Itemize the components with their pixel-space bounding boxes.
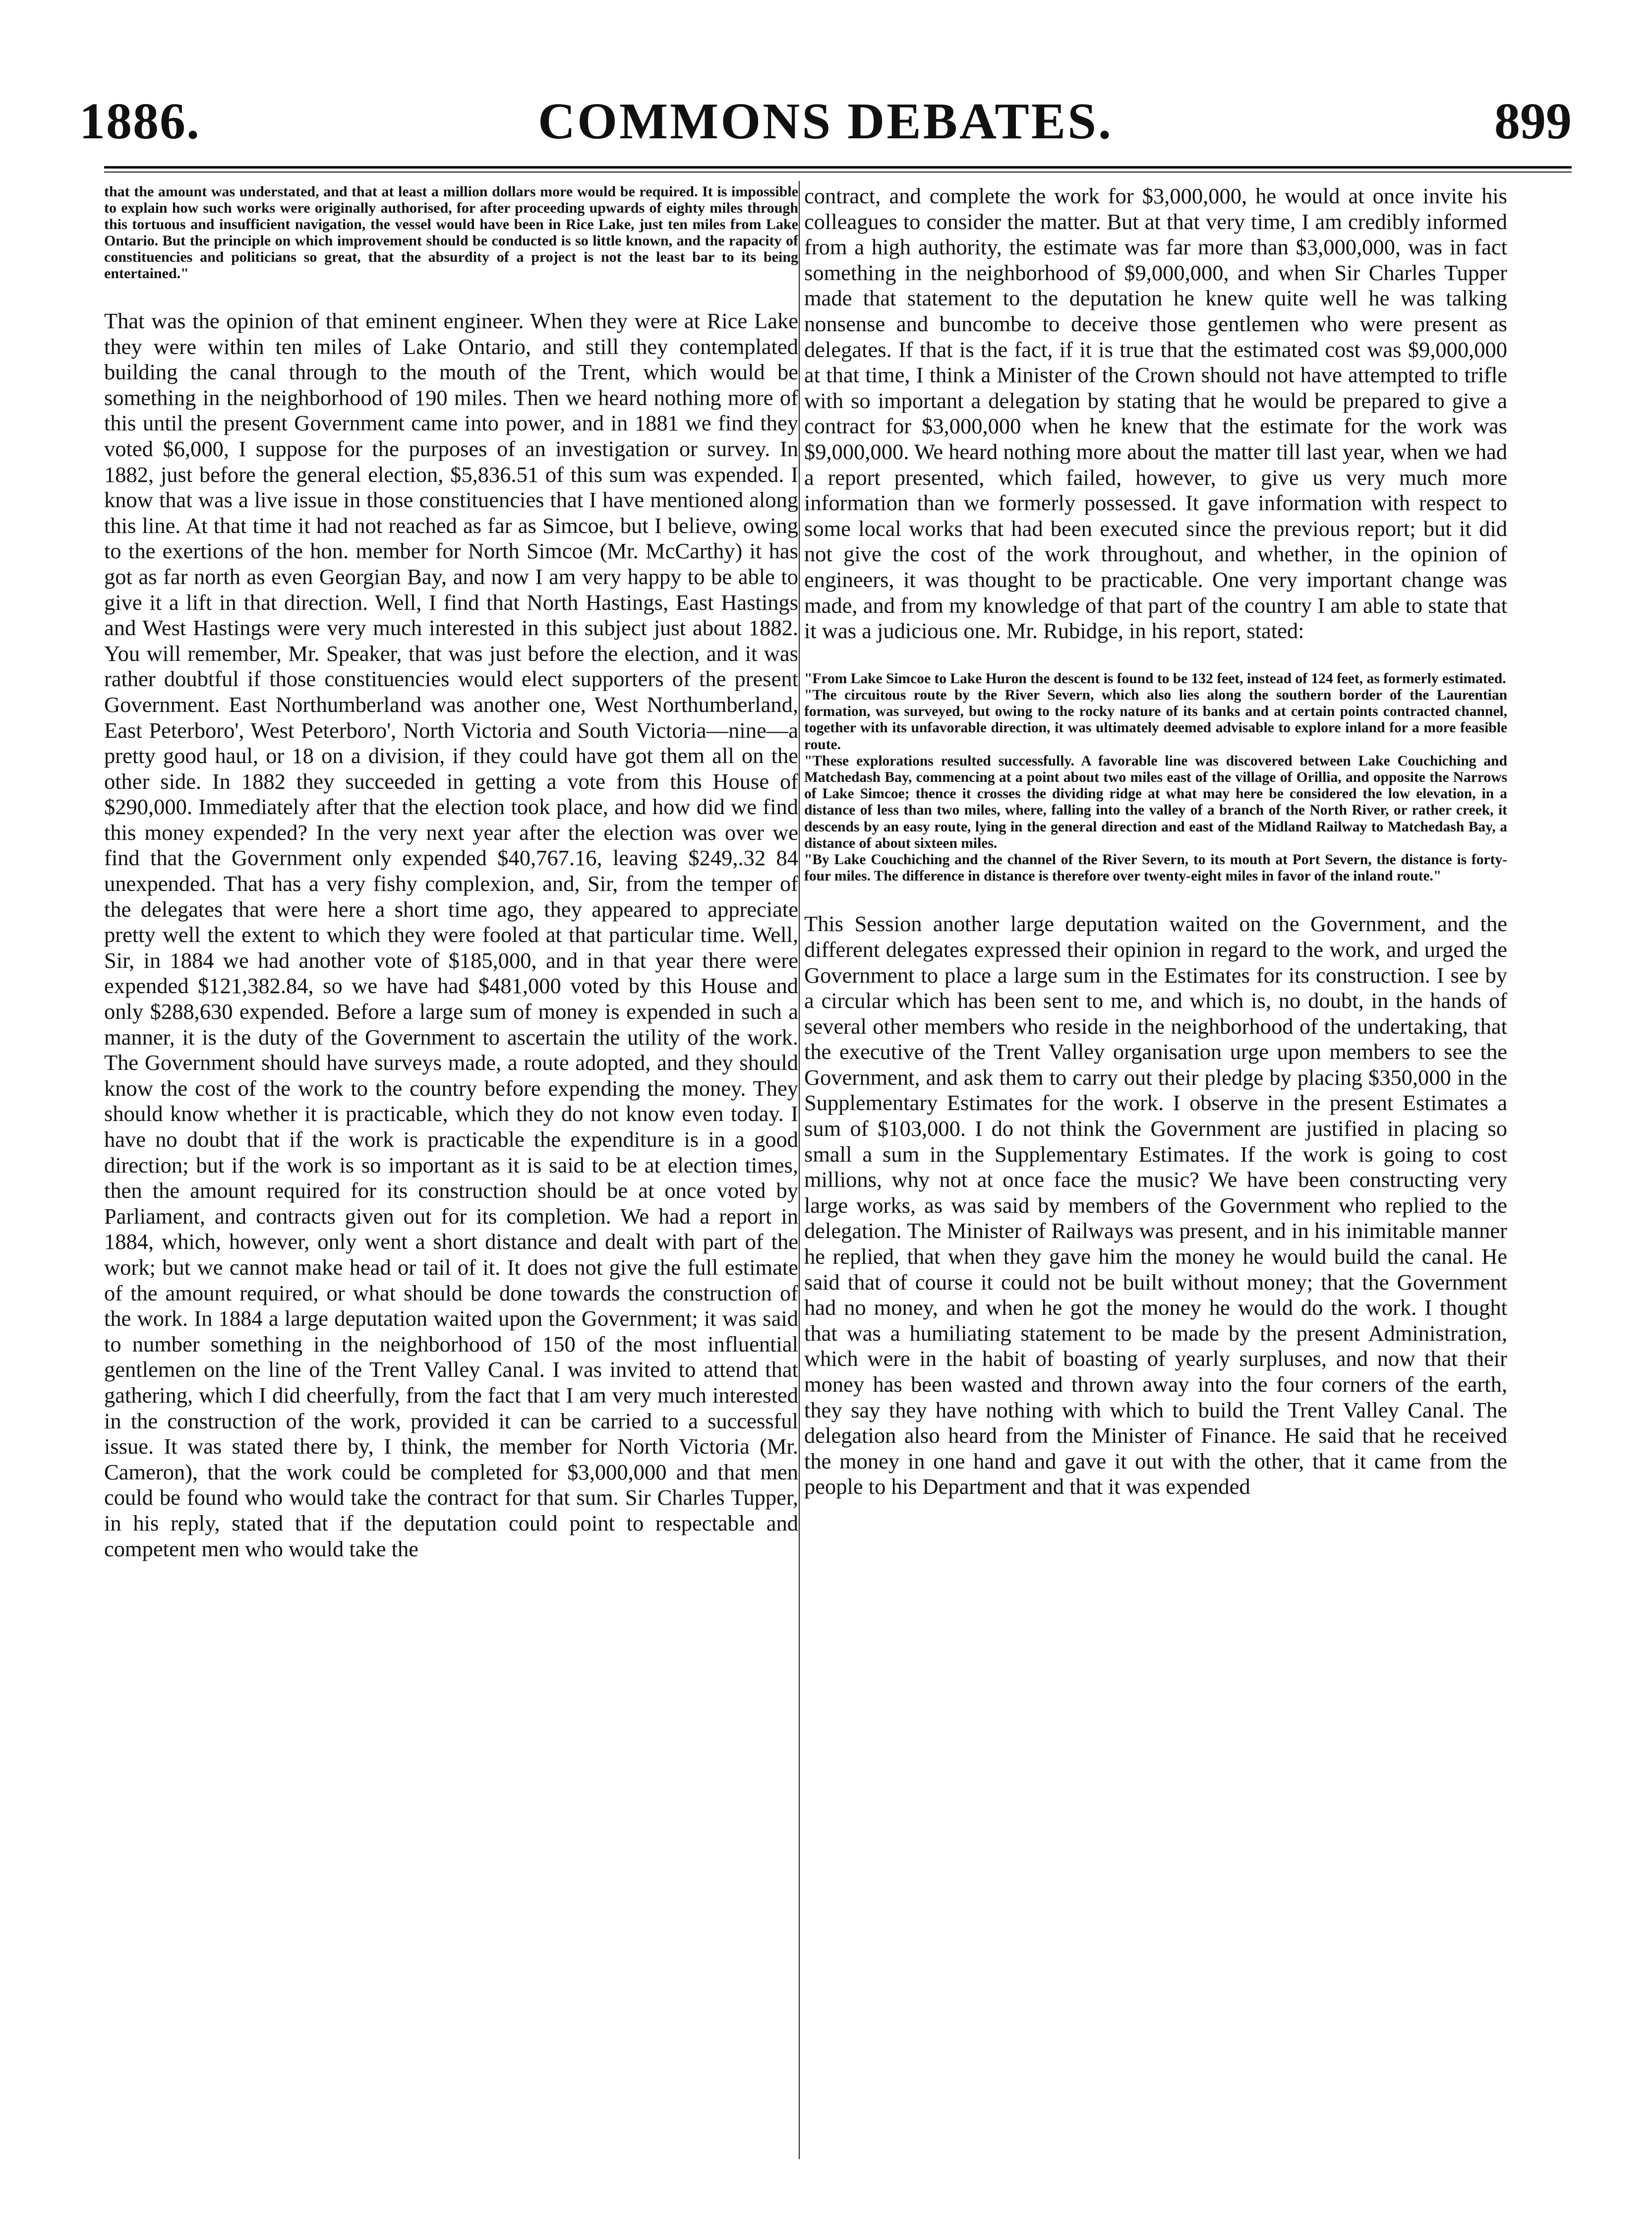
- page-header: [79, 87, 1572, 161]
- report-quote-2: "The circuitous route by the River Severn, which also lies along the southern border of the Laurentian formation, was surveyed, but owing to the rocky nature of its banks and at certain points contracted channel, together with its unfavorable direction, it was ultimately deemed advisable to explore inland for a more feasible route.: [804, 687, 1507, 753]
- left-paragraph: That was the opinion of that eminent engineer. When they were at Rice Lake they were within ten miles of Lake Ontario, and still they contemplated building the canal through to the mouth of the Trent, which would be something in the neighborhood of 190 miles. Then we heard nothing more of this until the present Government came into power, and in 1881 we find they voted $6,000, I suppose for the purposes of an investigation or survey. In 1882, just before the general election, $5,836.51 of this sum was expended. I know that was a live issue in those constituencies that I have mentioned along this line. At that time it had not reached as far as Simcoe, but I believe, owing to the exertions of the hon. member for North Simcoe (Mr. McCarthy) it has got as far north as even Georgian Bay, and now I am very happy to be able to give it a lift in that direction. Well, I find that North Hastings, East Hastings and West Hastings were very much interested in this subject just about 1882. You will remember, Mr. Speaker, that was just before the election, and it was rather doubtful if those constituencies would elect supporters of the present Government. East Northumberland was another one, West Northumberland, East Peterboro', West Peterboro', North Victoria and South Victoria—nine—a pretty good haul, or 18 on a division, if they could have got them all on the other side. In 1882 they succeeded in getting a vote from this House of $290,000. Immediately after that the election took place, and how did we find this money expended? In the very next year after the election was over we find that the Government only expended $40,767.16, leaving $249,.32 84 unexpended. That has a very fishy complexion, and, Sir, from the temper of the delegates that were here a short time ago, they appeared to appreciate pretty well the extent to which they were fooled at that particular time. Well, Sir, in 1884 we had another vote of $185,000, and in that year there were expended $121,382.84, so we have had $481,000 voted by this House and only $288,630 expended. Before a large sum of money is expended in such a manner, it is the duty of the Government to ascertain the utility of the work. The Government should have surveys made, a route adopted, and they should know the cost of the work to the country before expending the money. They should know whether it is practicable, which they do not know even today. I have no doubt that if the work is practicable the expenditure is in a good direction; but if the work is so important as it is said to be at election times, then the amount required for its construction should be at once voted by Parliament, and contracts given out for its completion. We had a report in 1884, which, however, only went a short distance and dealt with part of the work; but we cannot make head or tail of it. It does not give the full estimate of the amount required, or what should be done towards the construction of the work. In 1884 a large deputation waited upon the Government; it was said to number something in the neighborhood of 150 of the most influential gentlemen on the line of the Trent Valley Canal. I was invited to attend that gathering, which I did cheerfully, from the fact that I am very much interested in the construction of the work, provided it can be carried to a successful issue. It was stated there by, I think, the member for North Victoria (Mr. Cameron), that the work could be completed for $3,000,000 and that men could be found who would take the contract for that sum. Sir Charles Tupper, in his reply, stated that if the deputation could point to respectable and competent men who would take the: [104, 308, 798, 1561]
- right-column: [804, 183, 1507, 2167]
- header-title: COMMONS DEBATES.: [538, 93, 1113, 150]
- left-quote: that the amount was understated, and that at least a million dollars more would be required. It is impossible to explain how such works were originally authorised, for after proceeding upwards of eighty miles through this tortuous and insufficient navigation, the vessel would have been in Rice Lake, just ten miles from Lake Ontario. But the principle on which improvement should be conducted is so little known, and the rapacity of constituencies and politicians so great, that the absurdity of a project is not the least bar to its being entertained.": [104, 183, 798, 282]
- report-quote-4: "By Lake Couchiching and the channel of the River Severn, to its mouth at Port Severn, the distance is forty-four miles. The difference in distance is therefore over twenty-eight miles in favor of the inland route.": [804, 851, 1507, 884]
- right-paragraph-1: contract, and complete the work for $3,000,000, he would at once invite his colleagues to consider the matter. But at that very time, I am credibly informed from a high authority, the estimate was far more than $3,000,000, was in fact something in the neighborhood of $9,000,000, and when Sir Charles Tupper made that statement to the deputation he knew quite well he was talking nonsense and buncombe to deceive those gentlemen who were present as delegates. If that is the fact, if it is true that the estimated cost was $9,000,000 at that time, I think a Minister of the Crown should not have attempted to trifle with so important a delegation by stating that he would be prepared to give a contract for $3,000,000 when he knew that the estimate for the work was $9,000,000. We heard nothing more about the matter till last year, when we had a report presented, which failed, however, to give us very much more information than we formerly possessed. It gave information with respect to some local works that had been executed since the previous report; but it did not give the cost of the work throughout, and whether, in the opinion of engineers, it was thought to be practicable. One very important change was made, and from my knowledge of that part of the country I am able to state that it was a judicious one. Mr. Rubidge, in his report, stated:: [804, 183, 1507, 644]
- column-divider: [799, 181, 800, 2159]
- header-rule: [104, 166, 1572, 173]
- header-page-number: 899: [1494, 93, 1572, 150]
- right-paragraph-2: This Session another large deputation waited on the Government, and the different delegates expressed their opinion in regard to the work, and urged the Government to place a large sum in the Estimates for its construction. I see by a circular which has been sent to me, and which is, no doubt, in the hands of several other members who reside in the neighborhood of the undertaking, that the executive of the Trent Valley organisation urge upon members to see the Government, and ask them to carry out their pledge by placing $350,000 in the Supplementary Estimates for the work. I observe in the present Estimates a sum of $103,000. I do not think the Government are justified in placing so small a sum in the Supplementary Estimates. If the work is going to cost millions, why not at once face the music? We have been constructing very large works, as was said by members of the Government who replied to the delegation. The Minister of Railways was present, and in his inimitable manner he replied, that when they gave him the money he would build the canal. He said that of course it could not be built without money; that the Government had no money, and when he got the money he would do the work. I thought that was a humiliating statement to be made by the present Administration, which were in the habit of boasting of yearly surpluses, and now that their money has been wasted and thrown away into the four corners of the earth, they say they have nothing with which to build the Trent Valley Canal. The delegation also heard from the Minister of Finance. He said that he received the money in one hand and gave it out with the other, that it came from the people to his Department and that it was expended: [804, 911, 1507, 1499]
- report-quote-1: "From Lake Simcoe to Lake Huron the descent is found to be 132 feet, instead of 124 feet, as formerly estimated.: [804, 670, 1506, 687]
- left-column: [104, 183, 798, 2167]
- header-year: 1886.: [79, 93, 200, 150]
- report-quote-3: "These explorations resulted successfully. A favorable line was discovered between Lake Couchiching and Matchedash Bay, commencing at a point about two miles east of the village of Orillia, and opposite the Narrows of Lake Simcoe; thence it crosses the dividing ridge at what may here be considered the low elevation, in a distance of less than two miles, where, falling into the valley of a branch of the North River, or rather creek, it descends by an easy route, lying in the general direction and east of the Midland Railway to Matchedash Bay, a distance of about sixteen miles.: [804, 753, 1507, 851]
